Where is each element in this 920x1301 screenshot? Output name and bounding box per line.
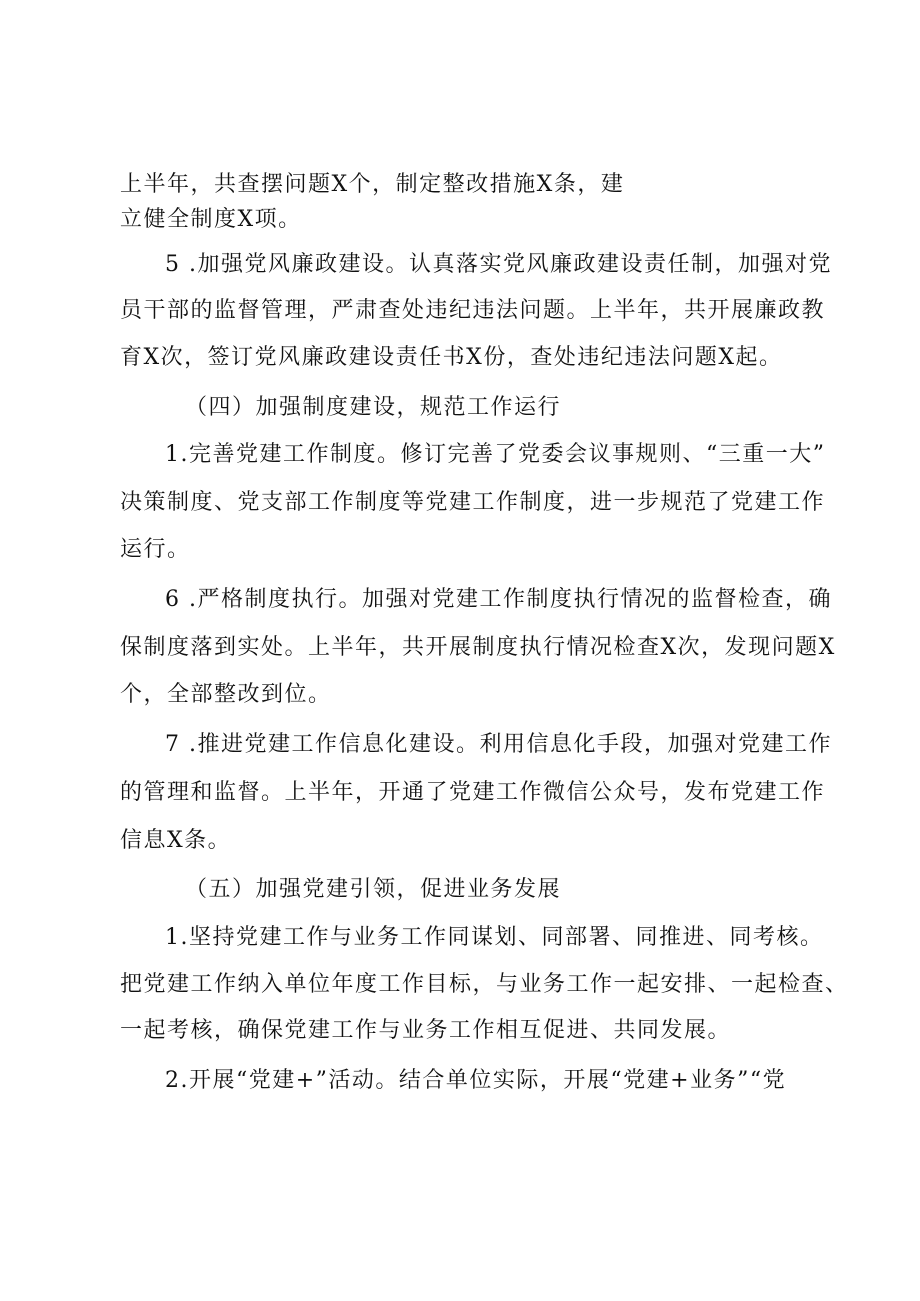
text-line: 上半年，共查摆问题X个，制定整改措施X条，建 <box>120 172 625 197</box>
paragraph-7-heading: 7 .推进党建工作信息化建设。利用信息化手段，加强对党建工作 <box>165 732 832 757</box>
text-line: 一起考核，确保党建工作与业务工作相互促进、共同发展。 <box>120 1018 732 1043</box>
text-line: 立健全制度X项。 <box>120 207 302 232</box>
text-line: 的管理和监督。上半年，开通了党建工作微信公众号，发布党建工作 <box>120 780 826 805</box>
paragraph-1-heading: 1.完善党建工作制度。修订完善了党委会议事规则、“三重一大” <box>165 442 826 467</box>
paragraph-2-heading: 2.开展“党建+”活动。结合单位实际，开展“党建+业务”“党 <box>165 1068 787 1093</box>
text-line: 决策制度、党支部工作制度等党建工作制度，进一步规范了党建工作 <box>120 490 826 515</box>
text-line: 保制度落到实处。上半年，共开展制度执行情况检查X次，发现问题X <box>120 635 836 660</box>
text-line: 信息X条。 <box>120 828 232 853</box>
text-line: 员干部的监督管理，严肃查处违纪违法问题。上半年，共开展廉政教 <box>120 298 826 323</box>
section-heading-5: （五）加强党建引领，促进业务发展 <box>185 877 562 902</box>
text-line: 个，全部整改到位。 <box>120 682 332 707</box>
paragraph-1-heading: 1.坚持党建工作与业务工作同谋划、同部署、同推进、同考核。 <box>165 925 824 950</box>
text-line: 运行。 <box>120 537 191 562</box>
text-line: 育X次，签订党风廉政建设责任书X份，查处违纪违法问题X起。 <box>120 345 783 370</box>
paragraph-5-heading: 5 .加强党风廉政建设。认真落实党风廉政建设责任制，加强对党 <box>165 252 832 277</box>
text-line: 把党建工作纳入单位年度工作目标，与业务工作一起安排、一起检查、 <box>120 972 849 997</box>
section-heading-4: （四）加强制度建设，规范工作运行 <box>185 395 562 420</box>
paragraph-6-heading: 6 .严格制度执行。加强对党建工作制度执行情况的监督检查，确 <box>165 587 832 612</box>
